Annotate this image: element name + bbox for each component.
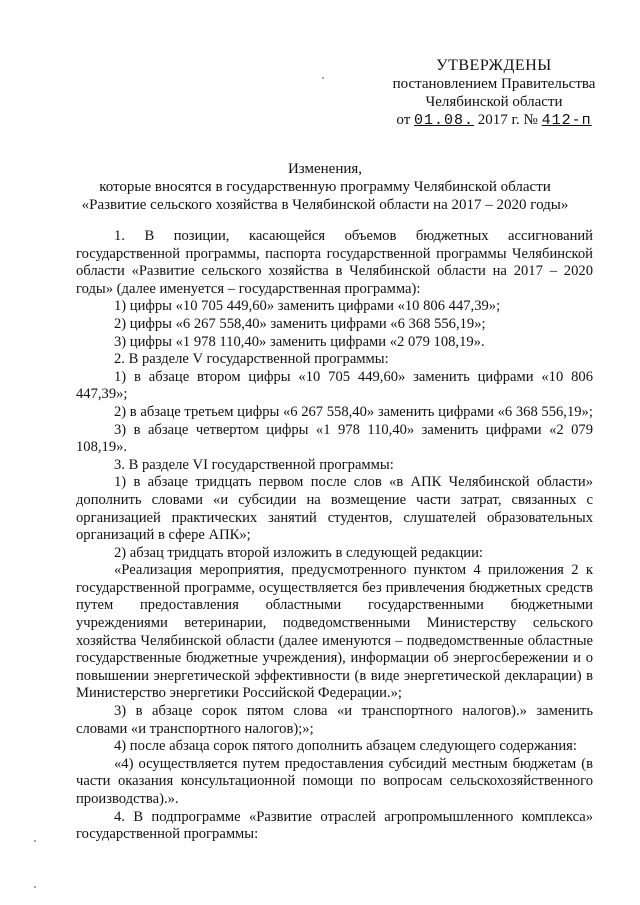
- approval-stamp: [370, 57, 618, 130]
- paragraph: «Реализация мероприятия, предусмотренного пунктом 4 приложения 2 к государственной программе, осуществляется без привлечения бюджетных средств путем предоставления областными государственными бюджетными учреждениями ветеринарии, подведомственными Министерству сельского хозяйства Челябинской области (далее именуются – подведомственные областные государственные бюджетные учреждения), информации об энергосбережении и о повышении энергетической эффективности (в виде энергетической декларации) в Министерство энергетики Российской Федерации.»;: [76, 562, 593, 702]
- scan-speck: [34, 840, 36, 842]
- decree-number: 412-п: [541, 112, 592, 129]
- date-value: 01.08.: [414, 112, 475, 129]
- paragraph: 2. В разделе V государственной программы:: [114, 351, 389, 368]
- approval-line-1: постановлением Правительства: [392, 76, 596, 92]
- heading-line-3: «Развитие сельского хозяйства в Челябинской области на 2017 – 2020 годы»: [81, 197, 569, 213]
- approval-line-2: Челябинской области: [425, 94, 563, 110]
- paragraph: 1) цифры «10 705 449,60» заменить цифрами «10 806 447,39»;: [114, 298, 501, 315]
- paragraph: 2) абзац тридцать второй изложить в следующей редакции:: [114, 544, 483, 561]
- scan-speck: [34, 886, 36, 888]
- paragraph: 3) в абзаце четвертом цифры «1 978 110,40» заменить цифрами «2 079 108,19».: [76, 421, 593, 456]
- document-body: [76, 228, 593, 844]
- date-prefix: от: [396, 112, 411, 128]
- paragraph: 4) после абзаца сорок пятого дополнить абзацем следующего содержания:: [114, 738, 577, 755]
- paragraph: 3) цифры «1 978 110,40» заменить цифрами «2 079 108,19».: [114, 333, 485, 350]
- heading-line-1: Изменения,: [287, 161, 363, 177]
- approval-title: УТВЕРЖДЕНЫ: [436, 57, 552, 74]
- date-year: 2017 г. №: [477, 112, 538, 128]
- approval-date-line: [370, 111, 618, 130]
- paragraph: 1) в абзаце тридцать первом после слов «в АПК Челябинской области» дополнить словами «и субсидии на возмещение части затрат, связанных с организацией практических занятий студентов, слушателей образовательных организаций в сфере АПК»;: [76, 474, 593, 544]
- paragraph: 3. В разделе VI государственной программы:: [114, 456, 394, 473]
- document-heading: [60, 160, 590, 214]
- paragraph: 4. В подпрограмме «Развитие отраслей агропромышленного комплекса» государственной программы:: [76, 808, 593, 843]
- paragraph: 2) в абзаце третьем цифры «6 267 558,40» заменить цифрами «6 368 556,19»;: [114, 403, 593, 420]
- paragraph: «4) осуществляется путем предоставления субсидий местным бюджетам (в части оказания консультационной помощи по вопросам сельскохозяйственного производства).».: [76, 755, 593, 807]
- paragraph: 1. В позиции, касающейся объемов бюджетных ассигнований государственной программы, паспорта государственной программы Челябинской области «Развитие сельского хозяйства в Челябинской области на 2017 – 2020 годы» (далее именуется – государственная программа):: [76, 228, 593, 297]
- scan-speck: [322, 77, 324, 79]
- paragraph: 1) в абзаце втором цифры «10 705 449,60» заменить цифрами «10 806 447,39»;: [76, 368, 593, 403]
- paragraph: 2) цифры «6 267 558,40» заменить цифрами «6 368 556,19»;: [114, 315, 486, 332]
- heading-line-2: которые вносятся в государственную программу Челябинской области: [99, 179, 551, 195]
- paragraph: 3) в абзаце сорок пятом слова «и транспортного налогов).» заменить словами «и транспортного налогов);»;: [76, 703, 593, 737]
